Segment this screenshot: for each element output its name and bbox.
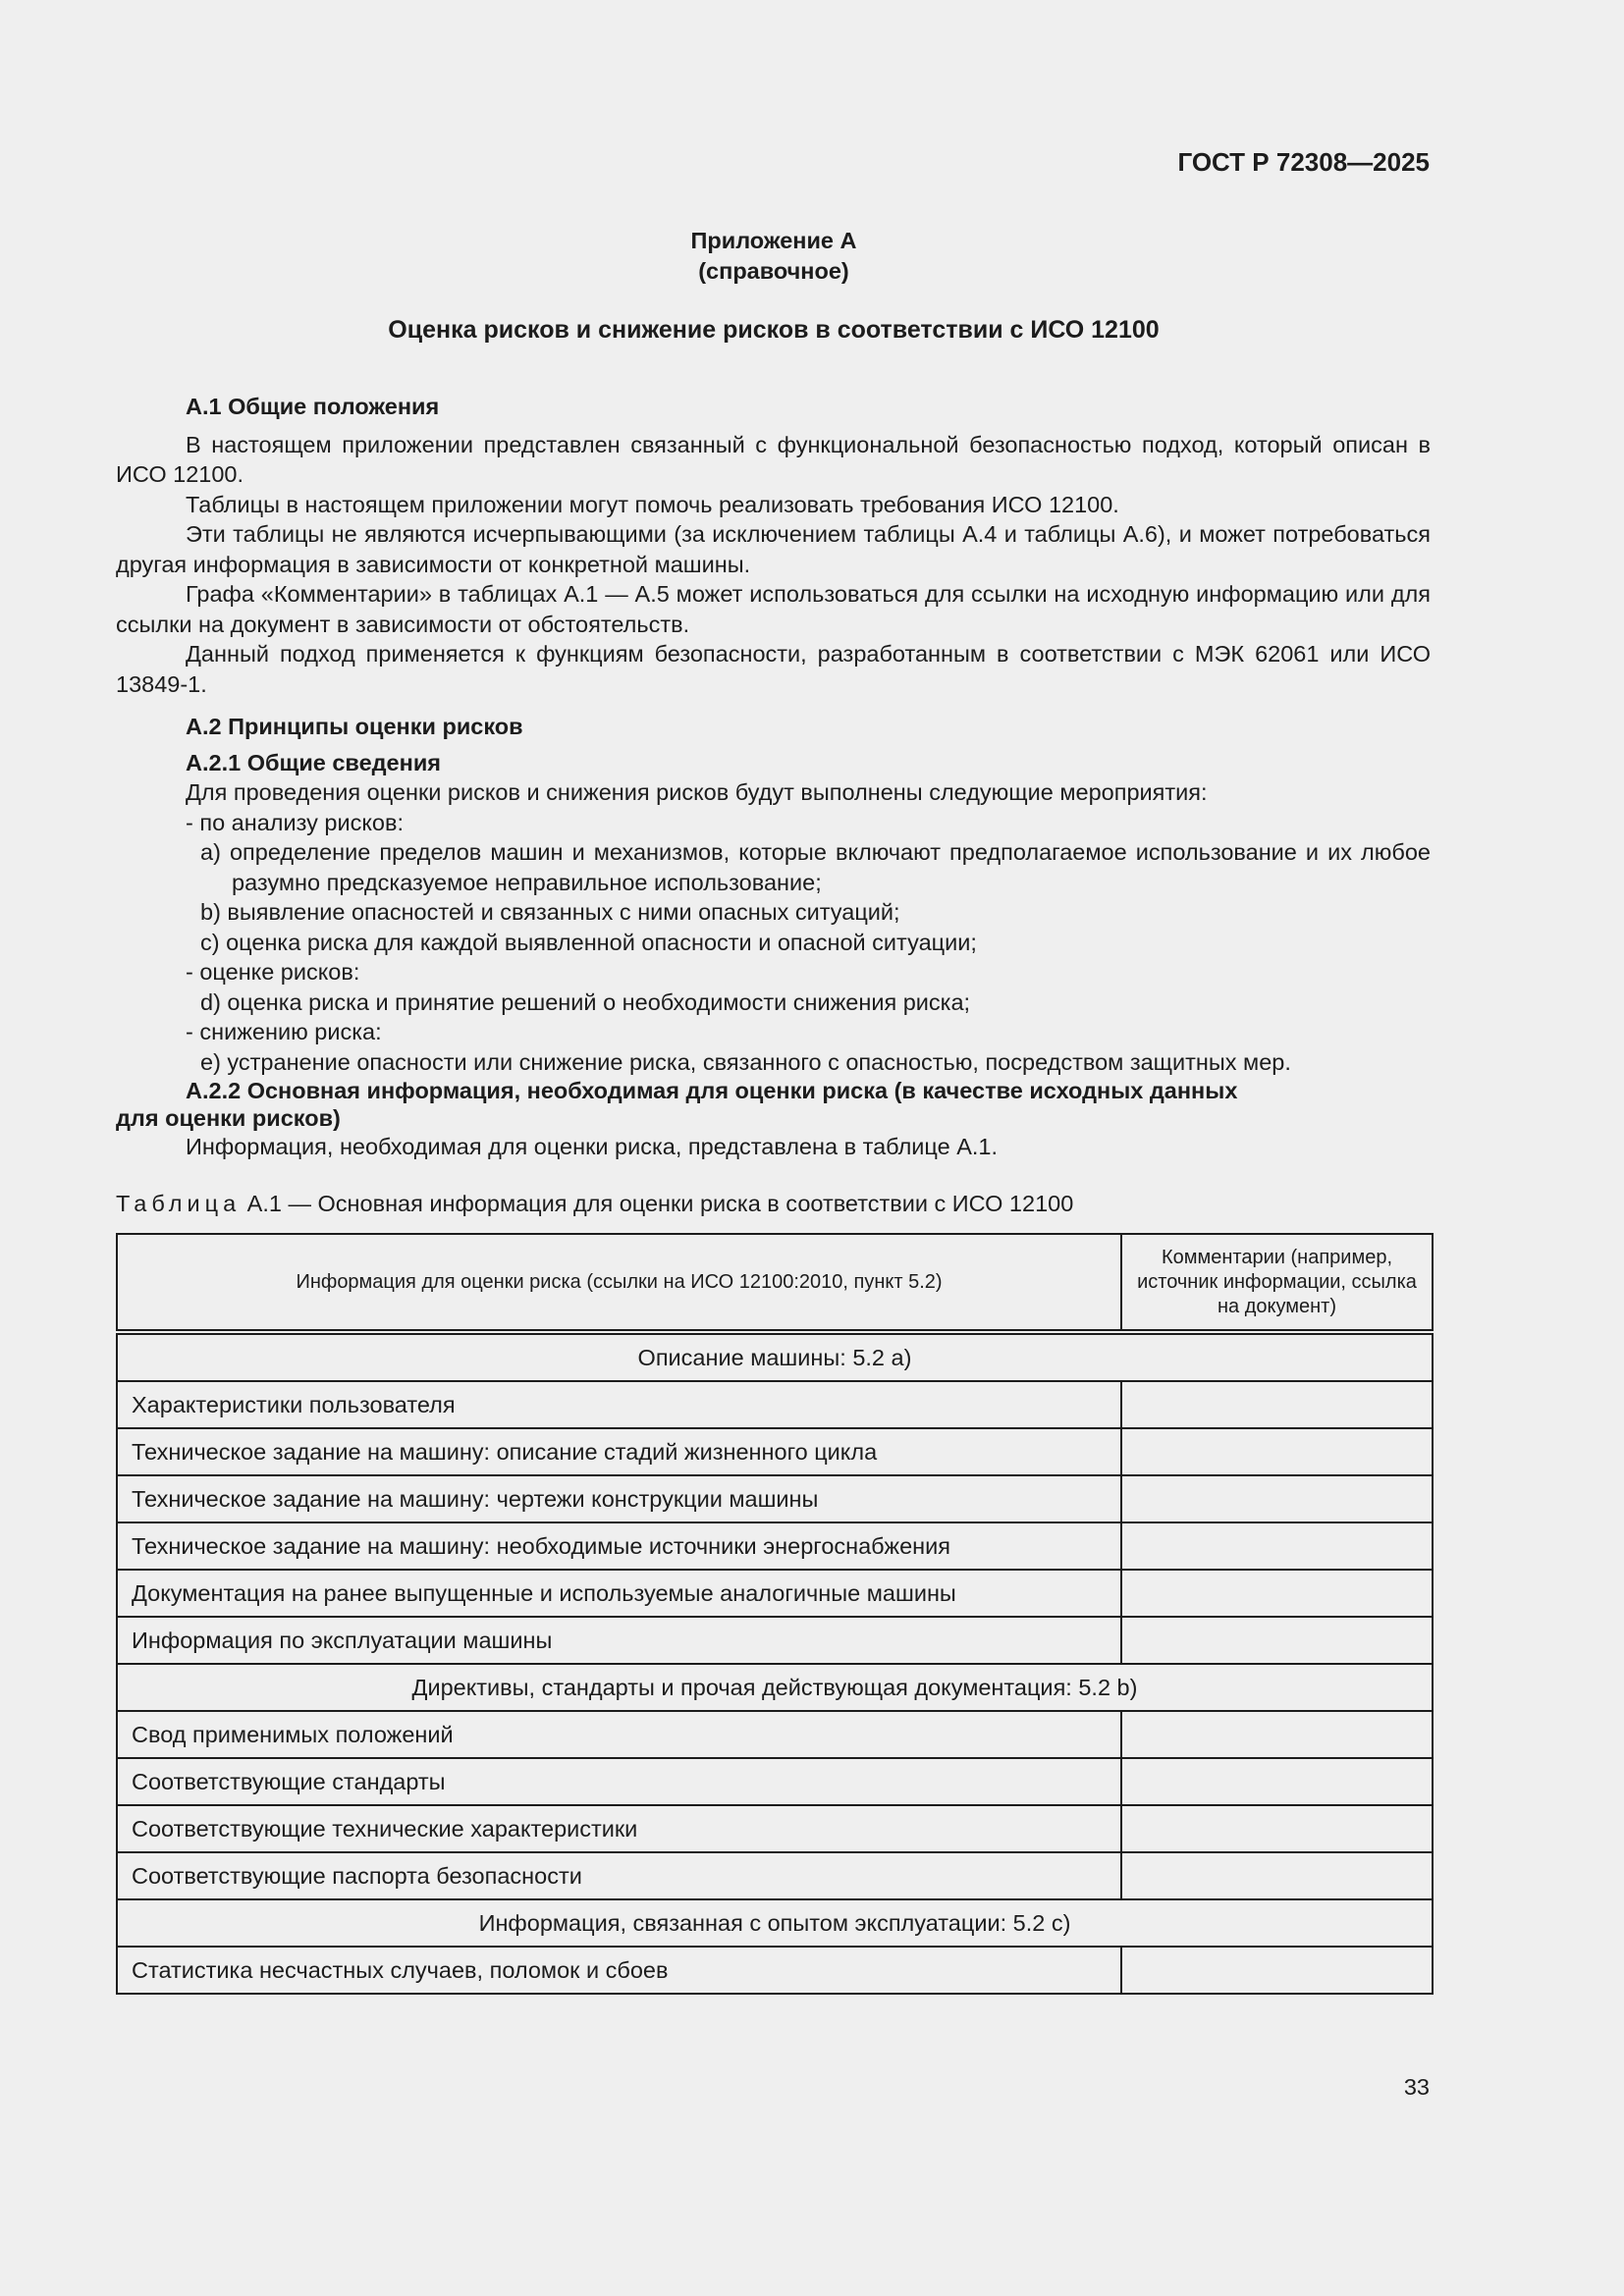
annex-header xyxy=(0,226,1547,287)
risk-info-table xyxy=(116,1233,1434,1995)
paragraph: Данный подход применяется к функциям безопасности, разработанным в соответствии с МЭК 62061 или ИСО 13849-1. xyxy=(116,641,1431,697)
table-row xyxy=(117,1381,1433,1428)
annex-label: Приложение А xyxy=(690,228,857,253)
info-cell: Техническое задание на машину: чертежи конструкции машины xyxy=(117,1475,1121,1522)
paragraph: Графа «Комментарии» в таблицах А.1 — А.5 может использоваться для ссылки на исходную информацию или для ссылки на документ в зависимости от обстоятельств. xyxy=(116,581,1431,637)
table-group-row xyxy=(117,1664,1433,1711)
info-cell: Соответствующие паспорта безопасности xyxy=(117,1852,1121,1899)
comment-cell[interactable] xyxy=(1121,1475,1433,1522)
table-row xyxy=(117,1852,1433,1899)
table-caption-text: А.1 — Основная информация для оценки риска в соответствии с ИСО 12100 xyxy=(241,1191,1074,1216)
info-cell: Техническое задание на машину: описание стадий жизненного цикла xyxy=(117,1428,1121,1475)
list-header: - по анализу рисков: xyxy=(186,809,404,835)
table-row xyxy=(117,1475,1433,1522)
page-number: 33 xyxy=(1403,2074,1430,2100)
column-header-comments: Комментарии (например, источник информации, ссылка на документ) xyxy=(1121,1234,1433,1332)
table-row xyxy=(117,1758,1433,1805)
section-a2-heading: А.2 Принципы оценки рисков xyxy=(186,714,523,739)
table-row xyxy=(117,1617,1433,1664)
body-text xyxy=(116,392,1431,1162)
section-a22-heading-cont: для оценки рисков) xyxy=(116,1105,341,1131)
comment-cell[interactable] xyxy=(1121,1428,1433,1475)
info-cell: Соответствующие стандарты xyxy=(117,1758,1121,1805)
comment-cell[interactable] xyxy=(1121,1711,1433,1758)
section-a21-heading: А.2.1 Общие сведения xyxy=(186,749,441,775)
annex-title: Оценка рисков и снижение рисков в соответствии с ИСО 12100 xyxy=(388,316,1160,344)
comment-cell[interactable] xyxy=(1121,1617,1433,1664)
list-item: d) оценка риска и принятие решений о необходимости снижения риска; xyxy=(200,988,971,1015)
table-row xyxy=(117,1428,1433,1475)
list-item: b) выявление опасностей и связанных с ними опасных ситуаций; xyxy=(200,899,900,925)
section-a1-heading: А.1 Общие положения xyxy=(186,394,440,419)
comment-cell[interactable] xyxy=(1121,1381,1433,1428)
list-item: е) устранение опасности или снижение риска, связанного с опасностью, посредством защитных мер. xyxy=(200,1048,1291,1075)
comment-cell[interactable] xyxy=(1121,1570,1433,1617)
list-item: а) определение пределов машин и механизмов, которые включают предполагаемое использование и их любое разумно предсказуемое неправильное использование; xyxy=(200,839,1431,895)
table-row xyxy=(117,1570,1433,1617)
paragraph: Эти таблицы не являются исчерпывающими (за исключением таблицы А.4 и таблицы А.6), и может потребоваться другая информация в зависимости от конкретной машины. xyxy=(116,521,1431,577)
table-row xyxy=(117,1711,1433,1758)
comment-cell[interactable] xyxy=(1121,1852,1433,1899)
document-number: ГОСТ Р 72308—2025 xyxy=(1177,147,1430,177)
paragraph: Таблицы в настоящем приложении могут помочь реализовать требования ИСО 12100. xyxy=(186,491,1119,517)
table-row xyxy=(117,1947,1433,1994)
info-cell: Свод применимых положений xyxy=(117,1711,1121,1758)
paragraph: В настоящем приложении представлен связанный с функциональной безопасностью подход, который описан в ИСО 12100. xyxy=(116,431,1431,487)
info-cell: Техническое задание на машину: необходимые источники энергоснабжения xyxy=(117,1522,1121,1570)
info-cell: Статистика несчастных случаев, поломок и сбоев xyxy=(117,1947,1121,1994)
group-cell: Информация, связанная с опытом эксплуатации: 5.2 с) xyxy=(117,1899,1433,1947)
info-cell: Документация на ранее выпущенные и используемые аналогичные машины xyxy=(117,1570,1121,1617)
info-cell: Характеристики пользователя xyxy=(117,1381,1121,1428)
table-row xyxy=(117,1805,1433,1852)
column-header-info: Информация для оценки риска (ссылки на ИСО 12100:2010, пункт 5.2) xyxy=(117,1234,1121,1332)
group-cell: Директивы, стандарты и прочая действующая документация: 5.2 b) xyxy=(117,1664,1433,1711)
comment-cell[interactable] xyxy=(1121,1758,1433,1805)
annex-type: (справочное) xyxy=(698,258,849,284)
paragraph: Для проведения оценки рисков и снижения рисков будут выполнены следующие мероприятия: xyxy=(186,779,1208,805)
list-header: - снижению риска: xyxy=(186,1019,382,1044)
table-caption-word: Таблица xyxy=(116,1191,242,1216)
table-caption xyxy=(116,1191,1073,1217)
table-row xyxy=(117,1522,1433,1570)
info-cell: Информация по эксплуатации машины xyxy=(117,1617,1121,1664)
comment-cell[interactable] xyxy=(1121,1947,1433,1994)
paragraph: Информация, необходимая для оценки риска, представлена в таблице А.1. xyxy=(186,1134,998,1159)
group-cell: Описание машины: 5.2 а) xyxy=(117,1332,1433,1381)
table-header-row xyxy=(117,1234,1433,1332)
table-group-row xyxy=(117,1899,1433,1947)
comment-cell[interactable] xyxy=(1121,1805,1433,1852)
info-cell: Соответствующие технические характеристики xyxy=(117,1805,1121,1852)
table-group-row xyxy=(117,1332,1433,1381)
comment-cell[interactable] xyxy=(1121,1522,1433,1570)
section-a22-heading: А.2.2 Основная информация, необходимая для оценки риска (в качестве исходных данных xyxy=(186,1078,1238,1103)
list-item: с) оценка риска для каждой выявленной опасности и опасной ситуации; xyxy=(200,929,977,955)
list-header: - оценке рисков: xyxy=(186,959,360,985)
